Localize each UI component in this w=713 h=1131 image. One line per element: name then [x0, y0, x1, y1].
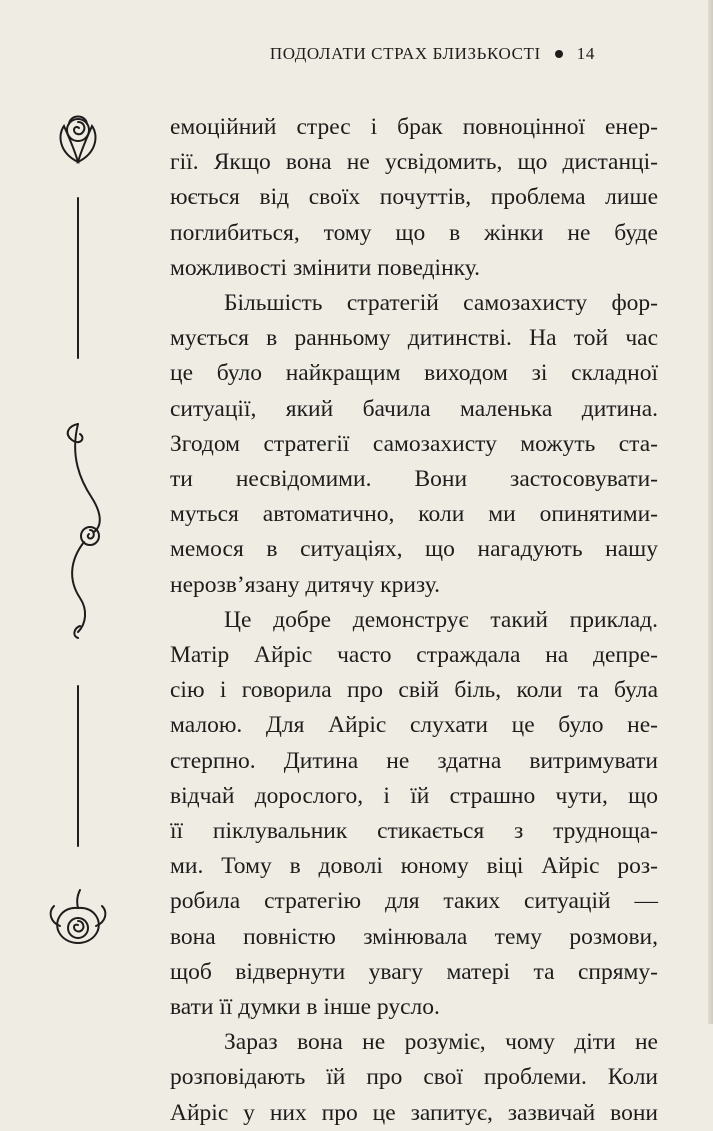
text-line: нерозв’язану дитячу кризу. — [170, 571, 440, 598]
running-head — [150, 44, 595, 64]
text-line: робила стратегію для таких ситуацій — — [170, 888, 658, 915]
text-line: це було найкращим виходом зі складної — [170, 360, 658, 387]
page-edge — [708, 0, 713, 1024]
tulip-bud-icon — [51, 890, 106, 943]
text-line: гії. Якщо вона не усвідомить, що дистанці- — [170, 149, 658, 176]
text-line: Зараз вона не розуміє, чому діти не — [224, 1029, 658, 1056]
text-line: муться автоматично, коли ми опинятими- — [170, 501, 658, 528]
text-line: її піклувальник стикається з трудноща- — [170, 818, 658, 845]
text-line: можливості змінити поведінку. — [170, 254, 480, 281]
text-line: вати її думки в інше русло. — [170, 994, 440, 1021]
rose-bud-icon — [61, 117, 96, 163]
side-ornament — [40, 100, 120, 980]
text-line: малою. Для Айріс слухати це було не- — [170, 712, 658, 739]
swirl-flourish-icon — [68, 424, 100, 638]
text-line: Згодом стратегії самозахисту можуть ста- — [170, 430, 658, 457]
text-line: поглибиться, тому що в жінки не буде — [170, 219, 658, 246]
text-line: сію і говорила про свій біль, коли та була — [170, 677, 658, 704]
text-line: Айріс у них про це запитує, зазвичай вони — [170, 1099, 658, 1126]
text-line: Матір Айріс часто страждала на депре- — [170, 642, 658, 669]
text-line: щоб відвернути увагу матері та спряму- — [170, 958, 658, 985]
text-line: юється від своїх почуттів, проблема лише — [170, 184, 658, 211]
bullet-separator — [555, 50, 563, 58]
text-line: мується в ранньому дитинстві. На той час — [170, 325, 658, 352]
text-line: розповідають їй про свої проблеми. Коли — [170, 1064, 658, 1091]
paragraph — [170, 1025, 658, 1131]
text-line: ти несвідомими. Вони застосовувати- — [170, 466, 658, 493]
running-title: ПОДОЛАТИ СТРАХ БЛИЗЬКОСТІ — [269, 44, 541, 63]
text-line: стерпно. Дитина не здатна витримувати — [170, 747, 658, 774]
text-line: мемося в ситуаціях, що нагадують нашу — [170, 536, 658, 563]
text-line: емоційний стрес і брак повноцінної енер- — [170, 114, 658, 140]
text-line: відчай дорослого, і їй страшно чути, що — [170, 782, 658, 809]
page-number: 14 — [576, 44, 595, 63]
text-line: Більшість стратегій самозахисту фор- — [224, 290, 658, 317]
text-line: Це добре демонструє такий приклад. — [224, 606, 658, 633]
paragraph — [170, 603, 658, 1025]
paragraph — [170, 286, 658, 603]
text-line: вона повністю змінювала тему розмови, — [170, 923, 658, 950]
text-line: ми. Тому в доволі юному віці Айріс роз- — [170, 853, 658, 880]
paragraph — [170, 110, 658, 286]
body-text — [170, 110, 658, 1131]
text-line: ситуації, який бачила маленька дитина. — [170, 395, 658, 422]
